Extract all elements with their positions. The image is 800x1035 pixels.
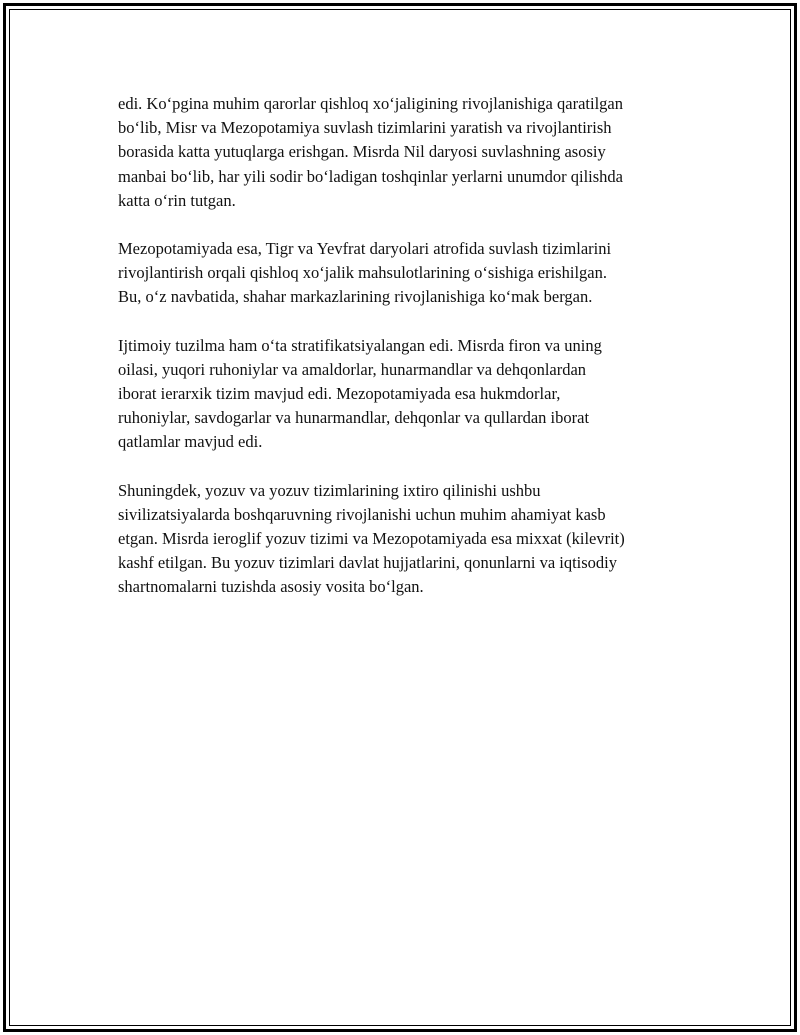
paragraph-1: edi. Ko‘pgina muhim qarorlar qishloq xo‘jaligining rivojlanishiga qaratilgan bo‘lib, Misr va Mezopotamiya suvlash tizimlarini yaratish va rivojlantirish borasida katta yutuqlarga erishgan. Misrda Nil daryosi suvlashning asosiy manbai bo‘lib, har yili sodir bo‘ladigan toshqinlar yerlarni unumdor qilishda katta o‘rin tutgan. [118,94,623,210]
paragraph-4: Shuningdek, yozuv va yozuv tizimlarining ixtiro qilinishi ushbu sivilizatsiyalarda boshqaruvning rivojlanishi uchun muhim ahamiyat kasb etgan. Misrda ieroglif yozuv tizimi va Mezopotamiyada esa mixxat (kilevrit) kashf etilgan. Bu yozuv tizimlari davlat hujjatlarini, qonunlarni va iqtisodiy shartnomalarni tuzishda asosiy vosita bo‘lgan. [118,480,625,597]
paragraph-2: Mezopotamiyada esa, Tigr va Yevfrat daryolari atrofida suvlash tizimlarini rivojlantirish orqali qishloq xo‘jalik mahsulotlarining o‘sishiga erishilgan. Bu, o‘z navbatida, shahar markazlarining rivojlanishiga ko‘mak bergan. [118,239,612,307]
paragraph-3: Ijtimoiy tuzilma ham o‘ta stratifikatsiyalangan edi. Misrda firon va uning oilasi, yuqori ruhoniylar va amaldorlar, hunarmandlar va dehqonlardan iborat ierarxik tizim mavjud edi. Mezopotamiyada esa hukmdorlar, ruhoniylar, savdogarlar va hunarmandlar, dehqonlar va qullardan iborat qatlamlar mavjud edi. [118,335,602,452]
document-body [118,92,678,624]
